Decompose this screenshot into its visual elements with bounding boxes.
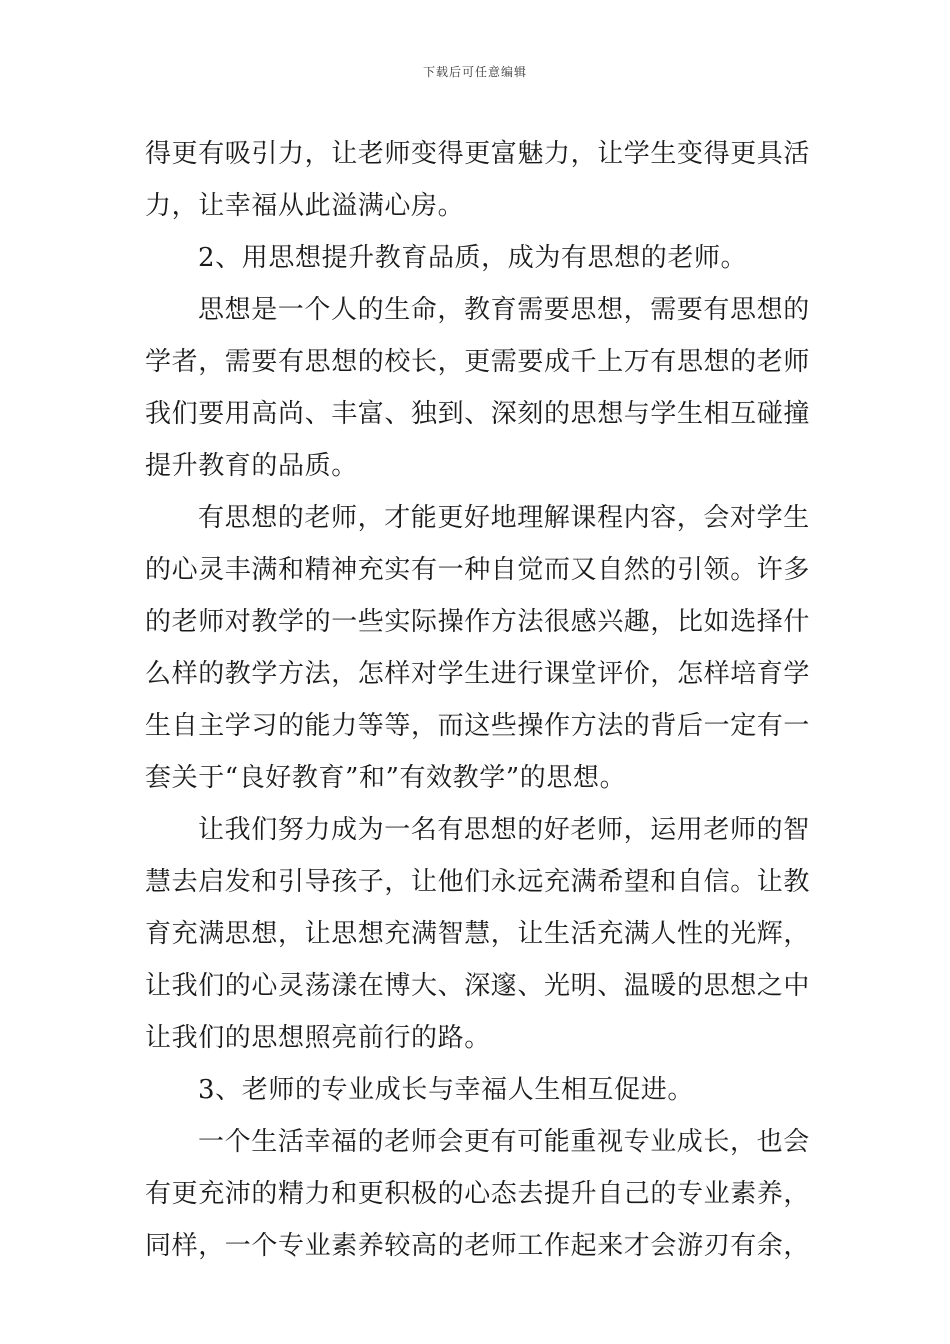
- text-line: 让我们努力成为一名有思想的好老师，运用老师的智: [198, 815, 810, 845]
- text-line: 让我们的心灵荡漾在博大、深邃、光明、温暖的思想之中: [145, 971, 810, 1001]
- text-line: 我们要用高尚、丰富、独到、深刻的思想与学生相互碰撞: [145, 399, 810, 429]
- section-heading: 2、用思想提升教育品质，成为有思想的老师。: [198, 243, 748, 273]
- document-body: [145, 128, 810, 1272]
- text-line: 有更充沛的精力和更积极的心态去提升自己的专业素养，: [145, 1179, 810, 1209]
- text-line: 生自主学习的能力等等，而这些操作方法的背后一定有一: [145, 711, 810, 741]
- text-line: 的老师对教学的一些实际操作方法很感兴趣，比如选择什: [145, 607, 810, 637]
- text-line: 提升教育的品质。: [145, 451, 358, 481]
- text-line: 力，让幸福从此溢满心房。: [145, 191, 465, 221]
- text-line: 学者，需要有思想的校长，更需要成千上万有思想的老师: [145, 347, 810, 377]
- text-line: 同样，一个专业素养较高的老师工作起来才会游刃有余，: [145, 1231, 810, 1261]
- page-header: 下载后可任意编辑: [422, 65, 527, 79]
- text-line: 得更有吸引力，让老师变得更富魅力，让学生变得更具活: [145, 139, 810, 169]
- text-line: 么样的教学方法，怎样对学生进行课堂评价，怎样培育学: [145, 659, 810, 689]
- text-line: 思想是一个人的生命，教育需要思想，需要有思想的: [198, 295, 810, 325]
- text-line: 慧去启发和引导孩子，让他们永远充满希望和自信。让教: [145, 867, 810, 897]
- text-line: 有思想的老师，才能更好地理解课程内容，会对学生: [198, 503, 810, 533]
- text-line: 一个生活幸福的老师会更有可能重视专业成长，也会: [198, 1127, 810, 1157]
- text-line: 让我们的思想照亮前行的路。: [145, 1023, 491, 1053]
- text-line: 育充满思想，让思想充满智慧，让生活充满人性的光辉，: [145, 919, 810, 949]
- text-line: 的心灵丰满和精神充实有一种自觉而又自然的引领。许多: [145, 555, 810, 585]
- section-heading: 3、老师的专业成长与幸福人生相互促进。: [198, 1075, 694, 1105]
- text-line: 套关于“良好教育”和”有效教学”的思想。: [145, 763, 627, 793]
